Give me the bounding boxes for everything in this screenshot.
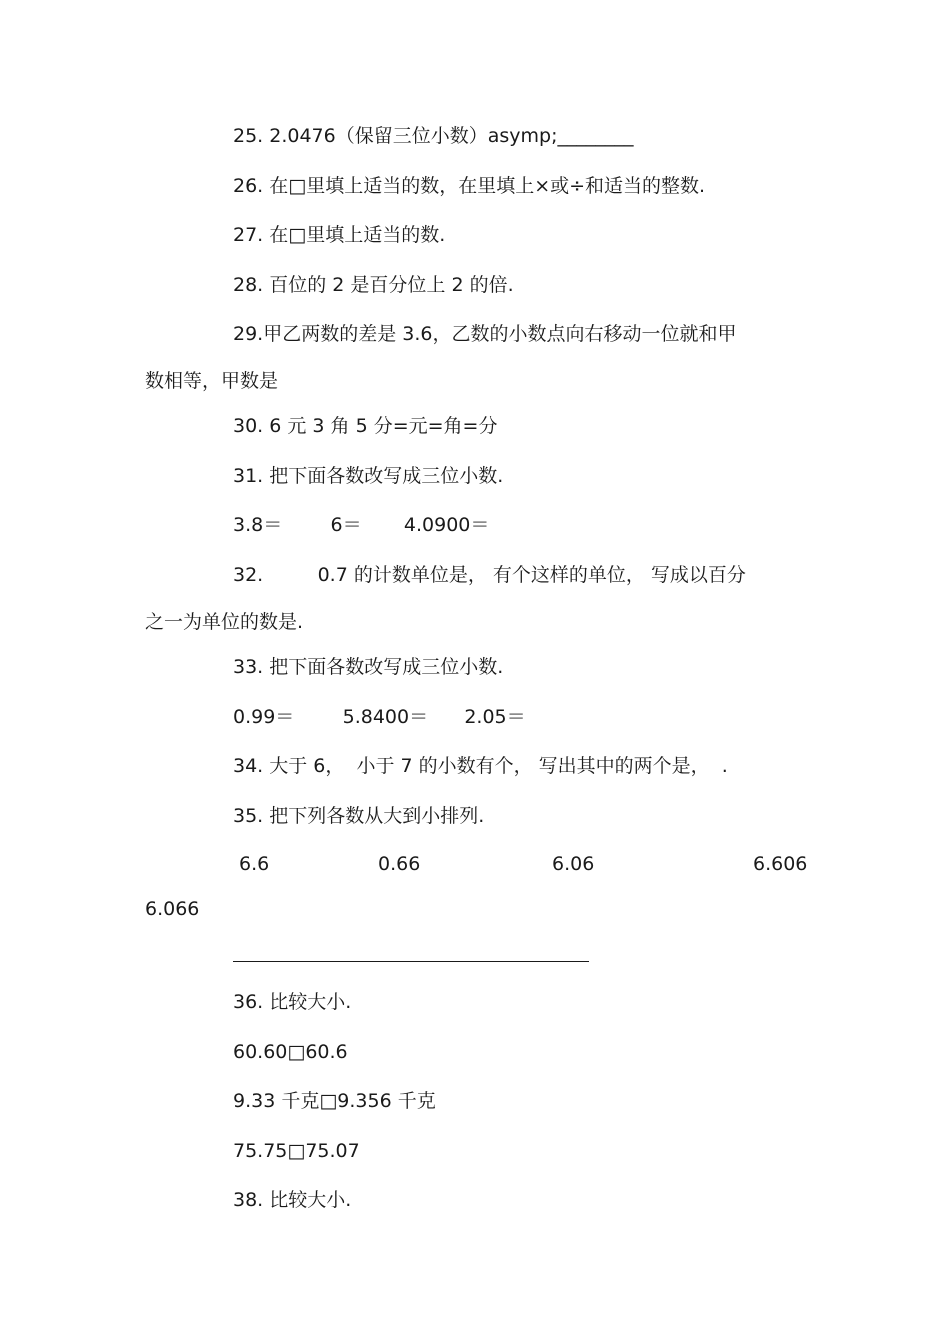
question-28: 28. 百位的 2 是百分位上 2 的倍. bbox=[233, 274, 514, 296]
question-35: 35. 把下列各数从大到小排列. bbox=[233, 805, 485, 827]
number-item: 6.066 bbox=[145, 898, 200, 920]
question-34: 34. 大于 6， 小于 7 的小数有个， 写出其中的两个是， . bbox=[233, 755, 728, 777]
question-30: 30. 6 元 3 角 5 分=元=角=分 bbox=[233, 415, 498, 437]
question-38: 38. 比较大小. bbox=[233, 1189, 352, 1211]
number-item: 6.06 bbox=[552, 853, 595, 875]
compare-item: 75.75□75.07 bbox=[233, 1140, 360, 1162]
question-32-continued: 之一为单位的数是. bbox=[145, 611, 304, 633]
question-33: 33. 把下面各数改写成三位小数. bbox=[233, 656, 504, 678]
question-26: 26. 在□里填上适当的数，在里填上×或÷和适当的整数. bbox=[233, 175, 706, 197]
number-item: 6.6 bbox=[239, 853, 270, 875]
number-item: 0.66 bbox=[378, 853, 421, 875]
question-29-continued: 数相等，甲数是 bbox=[145, 370, 279, 392]
question-27: 27. 在□里填上适当的数. bbox=[233, 224, 446, 246]
number-item: 6.606 bbox=[753, 853, 808, 875]
question-31: 31. 把下面各数改写成三位小数. bbox=[233, 465, 504, 487]
compare-item: 9.33 千克□9.356 千克 bbox=[233, 1090, 436, 1112]
compare-item: 60.60□60.6 bbox=[233, 1041, 348, 1063]
question-32: 32. 0.7 的计数单位是， 有个这样的单位， 写成以百分 bbox=[233, 564, 746, 586]
question-36: 36. 比较大小. bbox=[233, 991, 352, 1013]
question-29: 29.甲乙两数的差是 3.6，乙数的小数点向右移动一位就和甲 bbox=[233, 323, 737, 345]
answer-line bbox=[233, 961, 589, 962]
question-31-items: 3.8＝ 6＝ 4.0900＝ bbox=[233, 514, 490, 536]
question-25: 25. 2.0476（保留三位小数）asymp;________ bbox=[233, 125, 634, 147]
question-33-items: 0.99＝ 5.8400＝ 2.05＝ bbox=[233, 706, 526, 728]
